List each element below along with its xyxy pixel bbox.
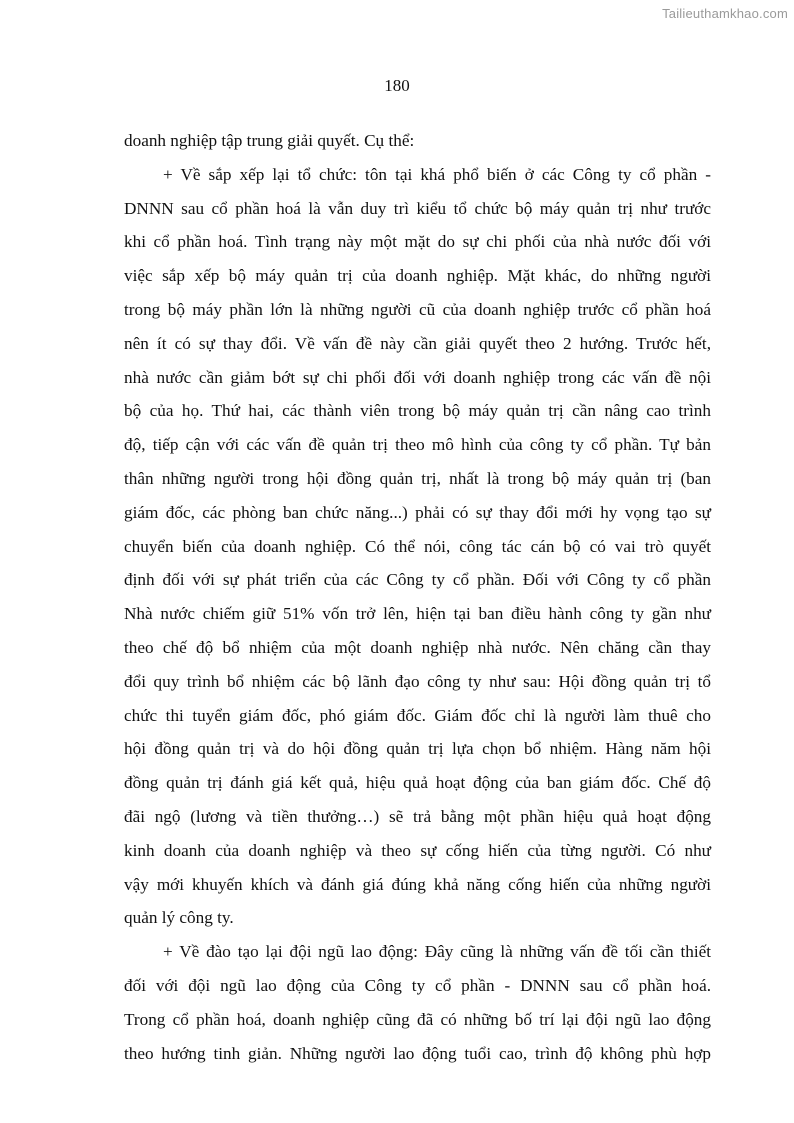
text-line: doanh nghiệp tập trung giải quyết. Cụ thể:	[124, 131, 415, 150]
text-line: DNNN sau cổ phần hoá là vẫn duy trì kiểu tổ chức bộ máy quản trị như trước	[124, 198, 711, 218]
body-text	[124, 124, 711, 1070]
watermark: Tailieuthamkhao.com	[662, 6, 788, 21]
text-line: kinh doanh của doanh nghiệp và theo sự cống hiến của từng người. Có như	[124, 840, 711, 860]
text-line: đối với đội ngũ lao động của Công ty cổ phần - DNNN sau cổ phần hoá.	[124, 975, 711, 995]
text-line: thân những người trong hội đồng quản trị, nhất là trong bộ máy quản trị (ban	[124, 468, 711, 488]
text-line: hội đồng quản trị và do hội đồng quản trị lựa chọn bổ nhiệm. Hàng năm hội	[124, 739, 711, 759]
page-number: 180	[384, 76, 410, 95]
text-line: theo hướng tinh giản. Những người lao động tuổi cao, trình độ không phù hợp	[124, 1043, 711, 1063]
text-line: bộ của họ. Thứ hai, các thành viên trong bộ máy quản trị cần nâng cao trình	[124, 401, 711, 421]
text-line: độ, tiếp cận với các vấn đề quản trị theo mô hình của công ty cổ phần. Tự bản	[124, 435, 711, 455]
text-line: theo chế độ bổ nhiệm của một doanh nghiệp nhà nước. Nên chăng cần thay	[124, 637, 711, 657]
text-line: nhà nước cần giảm bớt sự chi phối đối với doanh nghiệp trong các vấn đề nội	[124, 367, 711, 387]
text-line: đổi quy trình bổ nhiệm các bộ lãnh đạo công ty như sau: Hội đồng quản trị tổ	[124, 671, 711, 691]
text-line: đồng quản trị đánh giá kết quả, hiệu quả hoạt động của ban giám đốc. Chế độ	[124, 773, 711, 793]
text-line: + Về sắp xếp lại tổ chức: tôn tại khá phổ biến ở các Công ty cổ phần -	[163, 164, 711, 184]
text-line: nên ít có sự thay đổi. Về vấn đề này cần giải quyết theo 2 hướng. Trước hết,	[124, 333, 711, 353]
text-line: quản lý công ty.	[124, 908, 234, 928]
text-line: khi cổ phần hoá. Tình trạng này một mặt do sự chi phối của nhà nước đối với	[124, 232, 711, 252]
text-line: trong bộ máy phần lớn là những người cũ của doanh nghiệp trước cổ phần hoá	[124, 299, 711, 319]
text-line: chuyển biến của doanh nghiệp. Có thể nói, công tác cán bộ có vai trò quyết	[124, 536, 711, 556]
text-line: việc sắp xếp bộ máy quản trị của doanh nghiệp. Mặt khác, do những người	[124, 266, 711, 286]
text-line: định đối với sự phát triển của các Công ty cổ phần. Đối với Công ty cổ phần	[124, 570, 711, 590]
text-line: Nhà nước chiếm giữ 51% vốn trở lên, hiện tại ban điều hành công ty gần như	[124, 604, 711, 624]
text-line: vậy mới khuyến khích và đánh giá đúng khả năng cống hiến của những người	[124, 874, 711, 894]
text-line: + Về đào tạo lại đội ngũ lao động: Đây cũng là những vấn đề tối cần thiết	[163, 942, 711, 962]
text-line: Trong cổ phần hoá, doanh nghiệp cũng đã có những bố trí lại đội ngũ lao động	[124, 1009, 711, 1029]
text-line: chức thi tuyển giám đốc, phó giám đốc. Giám đốc chỉ là người làm thuê cho	[124, 705, 711, 725]
text-line: giám đốc, các phòng ban chức năng...) phải có sự thay đổi mới hy vọng tạo sự	[124, 502, 711, 522]
text-line: đãi ngộ (lương và tiền thưởng…) sẽ trả bằng một phần hiệu quả hoạt động	[124, 806, 711, 826]
